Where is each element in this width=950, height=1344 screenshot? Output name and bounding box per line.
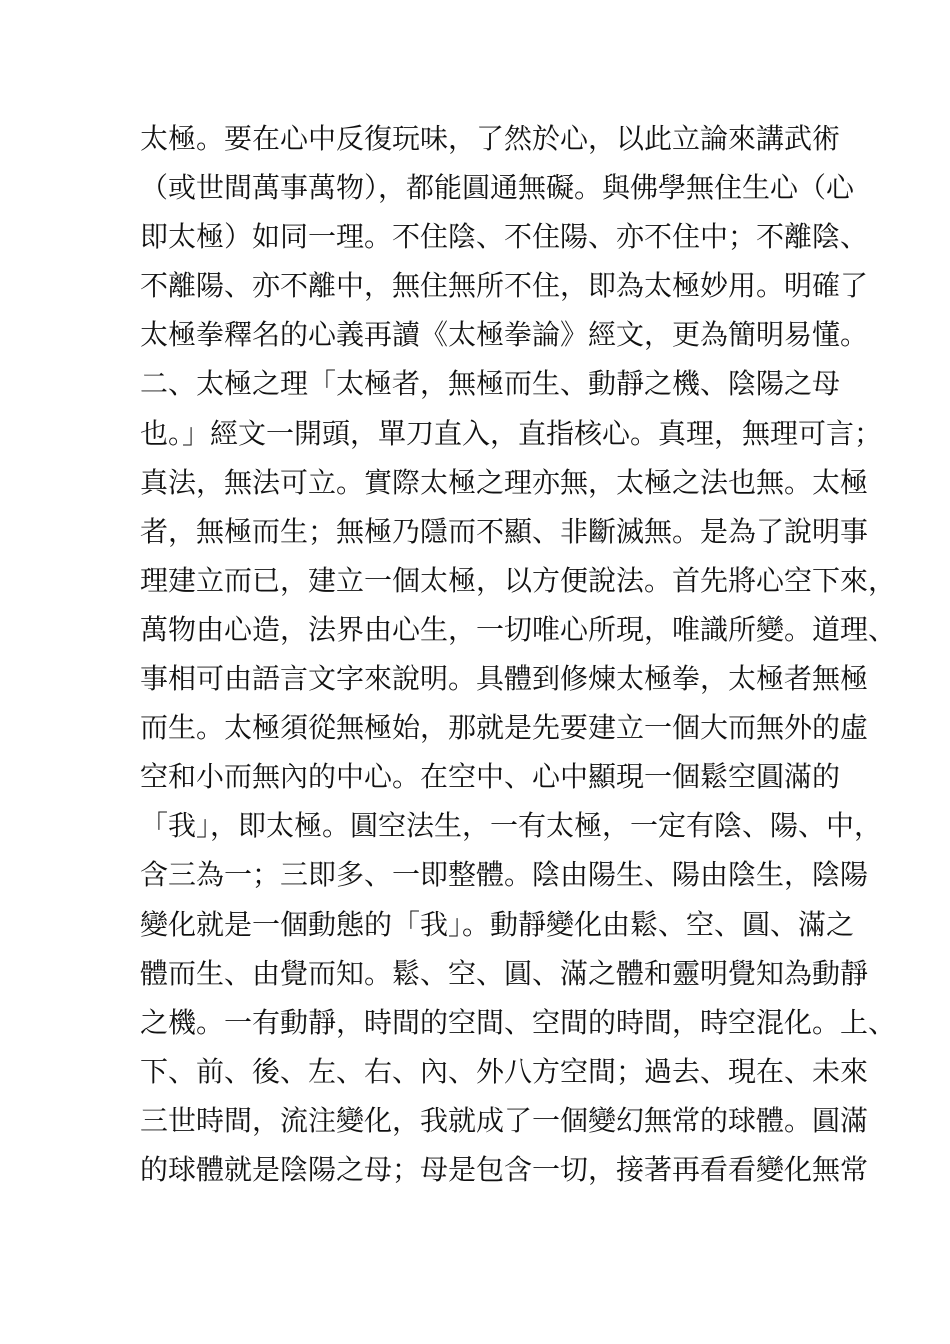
text-line: 之機。一有動靜，時間的空間、空間的時間，時空混化。上、 — [140, 1005, 897, 1039]
text-line: 太極。要在心中反復玩味，了然於心，以此立論來講武術 — [140, 122, 841, 155]
text-line: 二、太極之理「太極者，無極而生、動靜之機、陰陽之母 — [140, 367, 841, 401]
text-line: 體而生、由覺而知。鬆、空、圓、滿之體和靈明覺知為動靜 — [140, 956, 869, 990]
text-line: 事相可由語言文字來說明。具體到修煉太極拳，太極者無極 — [140, 662, 869, 696]
text-line: 即太極）如同一理。不住陰、不住陽、亦不住中；不離陰、 — [140, 220, 869, 254]
text-line: 不離陽、亦不離中，無住無所不住，即為太極妙用。明確了 — [140, 269, 869, 303]
text-line: （或世間萬事萬物），都能圓通無礙。與佛學無住生心（心 — [140, 171, 855, 205]
text-line: 下、前、後、左、右、內、外八方空間；過去、現在、未來 — [140, 1054, 869, 1088]
text-line: 者，無極而生；無極乃隱而不顯、非斷滅無。是為了說明事 — [140, 514, 869, 548]
text-line: 理建立而已，建立一個太極，以方便說法。首先將心空下來， — [140, 563, 897, 597]
text-line: 「我」，即太極。圓空法生，一有太極，一定有陰、陽、中， — [140, 809, 883, 843]
text-line: 含三為一；三即多、一即整體。陰由陽生、陽由陰生，陰陽 — [140, 858, 869, 892]
text-line: 而生。太極須從無極始，那就是先要建立一個大而無外的虛 — [140, 711, 869, 745]
text-line: 空和小而無內的中心。在空中、心中顯現一個鬆空圓滿的 — [140, 760, 841, 794]
text-line: 三世時間，流注變化，我就成了一個變幻無常的球體。圓滿 — [140, 1103, 869, 1137]
text-line: 也。」經文一開頭，單刀直入，直指核心。真理，無理可言； — [140, 416, 883, 450]
text-line: 萬物由心造，法界由心生，一切唯心所現，唯識所變。道理、 — [140, 612, 897, 646]
text-line: 太極拳釋名的心義再讀《太極拳論》經文，更為簡明易懂。 — [140, 318, 869, 352]
text-line: 真法，無法可立。實際太極之理亦無，太極之法也無。太極 — [140, 465, 869, 499]
text-line: 變化就是一個動態的「我」。動靜變化由鬆、空、圓、滿之 — [140, 907, 855, 941]
text-line: 的球體就是陰陽之母；母是包含一切，接著再看看變化無常 — [140, 1152, 869, 1186]
body-text — [140, 114, 897, 1194]
